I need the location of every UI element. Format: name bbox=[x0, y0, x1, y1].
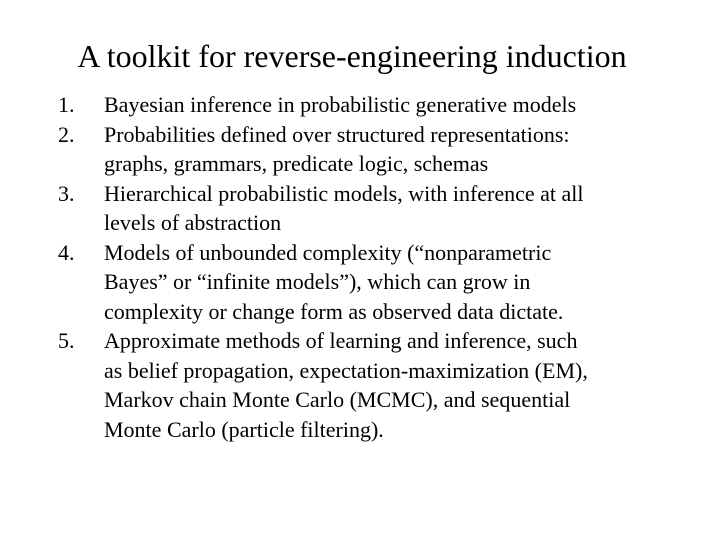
list-item bbox=[58, 120, 698, 179]
item-line: Bayesian inference in probabilistic generative models bbox=[104, 92, 577, 117]
numbered-list bbox=[58, 90, 698, 444]
item-line: Models of unbounded complexity (“nonparametric bbox=[104, 239, 552, 265]
item-line: Probabilities defined over structured representations: bbox=[104, 121, 570, 147]
item-number: 2. bbox=[58, 121, 75, 147]
item-line: graphs, grammars, predicate logic, schemas bbox=[104, 151, 489, 176]
item-number: 1. bbox=[58, 92, 75, 117]
item-line: complexity or change form as observed data dictate. bbox=[104, 298, 564, 324]
item-line: as belief propagation, expectation-maximization (EM), bbox=[104, 357, 588, 383]
item-line: Bayes” or “infinite models”), which can grow in bbox=[104, 269, 531, 294]
list-item bbox=[58, 179, 698, 238]
item-number: 5. bbox=[58, 328, 75, 353]
item-line: Approximate methods of learning and inference, such bbox=[104, 328, 578, 353]
item-line: Hierarchical probabilistic models, with inference at all bbox=[104, 180, 584, 206]
slide-title: A toolkit for reverse-engineering induction bbox=[77, 38, 627, 74]
item-line: Monte Carlo (particle filtering). bbox=[104, 416, 384, 442]
list-item bbox=[58, 238, 698, 327]
list-item bbox=[58, 90, 698, 120]
item-line: levels of abstraction bbox=[104, 210, 282, 235]
item-line: Markov chain Monte Carlo (MCMC), and sequential bbox=[104, 387, 571, 412]
item-number: 3. bbox=[58, 180, 75, 206]
list-item bbox=[58, 326, 698, 444]
item-number: 4. bbox=[58, 239, 75, 265]
